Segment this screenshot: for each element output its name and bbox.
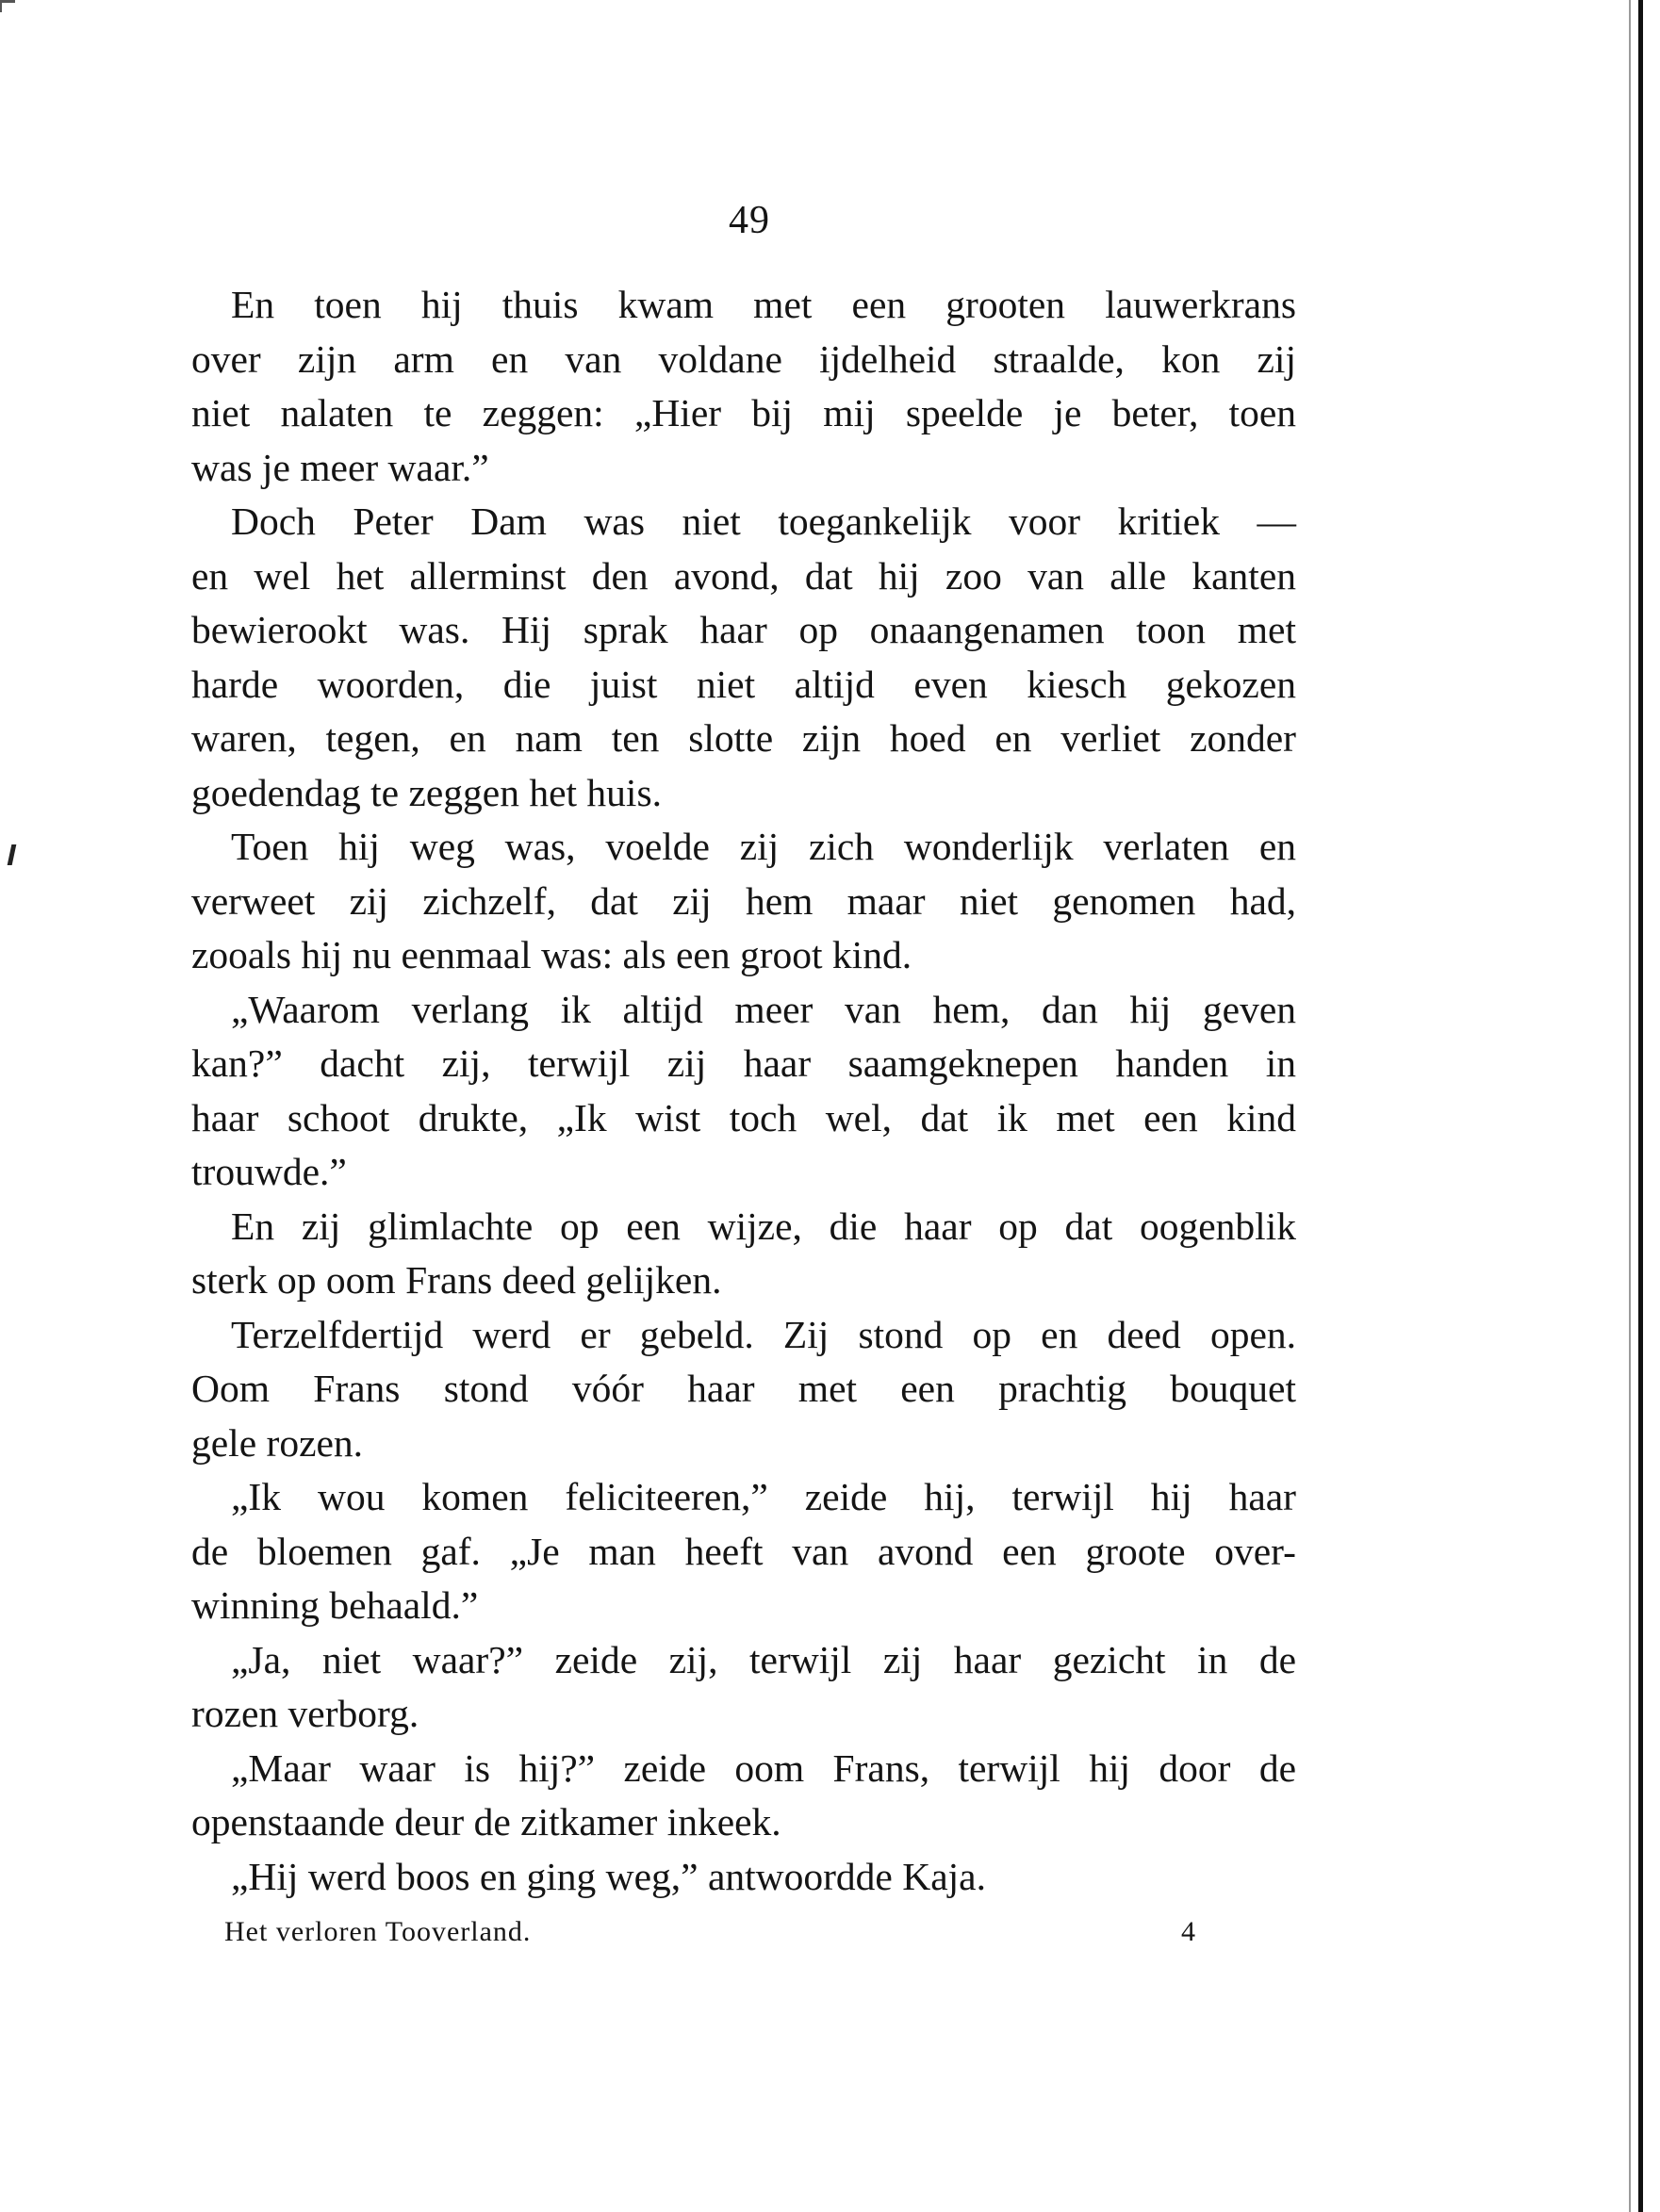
text-line: zooals hij nu eenmaal was: als een groot kind.	[191, 933, 912, 976]
text-line: trouwde.”	[191, 1150, 347, 1193]
text-line: „Waarom verlang ik altijd meer van hem, dan hij geven	[231, 987, 1296, 1031]
text-line: En toen hij thuis kwam met een grooten lauwerkrans	[231, 283, 1296, 326]
text-line: „Maar waar is hij?” zeide oom Frans, terwijl hij door de	[231, 1745, 1296, 1790]
page-footer	[224, 1913, 1195, 1951]
scan-edge-line	[1638, 0, 1643, 2212]
signature-mark: 4	[1181, 1916, 1195, 1947]
body-text	[191, 278, 1296, 1904]
scan-edge-shadow	[1629, 0, 1631, 2212]
text-line: niet nalaten te zeggen: „Hier bij mij speelde je beter, toen	[191, 391, 1296, 434]
text-line: bewierookt was. Hij sprak haar op onaangenamen toon met	[191, 608, 1296, 651]
text-line: en wel het allerminst den avond, dat hij zoo van alle kanten	[191, 553, 1296, 598]
text-line: kan?” dacht zij, terwijl zij haar saamgeknepen handen in	[191, 1041, 1296, 1085]
text-line: Doch Peter Dam was niet toegankelijk voor kritiek —	[231, 500, 1296, 543]
text-line: „Ik wou komen feliciteeren,” zeide hij, terwijl hij haar	[231, 1475, 1296, 1518]
text-line: harde woorden, die juist niet altijd even kiesch gekozen	[191, 662, 1296, 706]
text-line: goedendag te zeggen het huis.	[191, 770, 662, 814]
text-line: „Ja, niet waar?” zeide zij, terwijl zij haar gezicht in de	[231, 1637, 1296, 1681]
text-line: waren, tegen, en nam ten slotte zijn hoed en verliet zonder	[191, 716, 1296, 760]
scan-margin-mark	[8, 844, 17, 865]
text-line: was je meer waar.”	[191, 445, 489, 489]
page-number: 49	[729, 199, 770, 242]
text-line: Toen hij weg was, voelde zij zich wonderlijk verlaten en	[231, 825, 1296, 868]
running-title: Het verloren Tooverland.	[224, 1916, 532, 1947]
text-line: gele rozen.	[191, 1420, 364, 1465]
text-line: over zijn arm en van voldane ijdelheid straalde, kon zij	[191, 336, 1296, 381]
text-line: rozen verborg.	[191, 1692, 419, 1735]
text-line: Oom Frans stond vóór haar met een prachtig bouquet	[191, 1367, 1296, 1410]
scan-corner-mark	[0, 0, 15, 12]
text-line: de bloemen gaf. „Je man heeft van avond een groote over-	[191, 1529, 1296, 1573]
text-line: „Hij werd boos en ging weg,” antwoordde Kaja.	[231, 1854, 986, 1898]
text-line: Terzelfdertijd werd er gebeld. Zij stond op en deed open.	[231, 1312, 1296, 1356]
text-line: haar schoot drukte, „Ik wist toch wel, dat ik met een kind	[191, 1095, 1296, 1139]
text-line: openstaande deur de zitkamer inkeek.	[191, 1800, 781, 1843]
text-line: En zij glimlachte op een wijze, die haar op dat oogenblik	[231, 1204, 1296, 1248]
text-line: verweet zij zichzelf, dat zij hem maar niet genomen had,	[191, 878, 1296, 923]
text-line: sterk op oom Frans deed gelijken.	[191, 1258, 722, 1302]
text-line: winning behaald.”	[191, 1583, 479, 1627]
